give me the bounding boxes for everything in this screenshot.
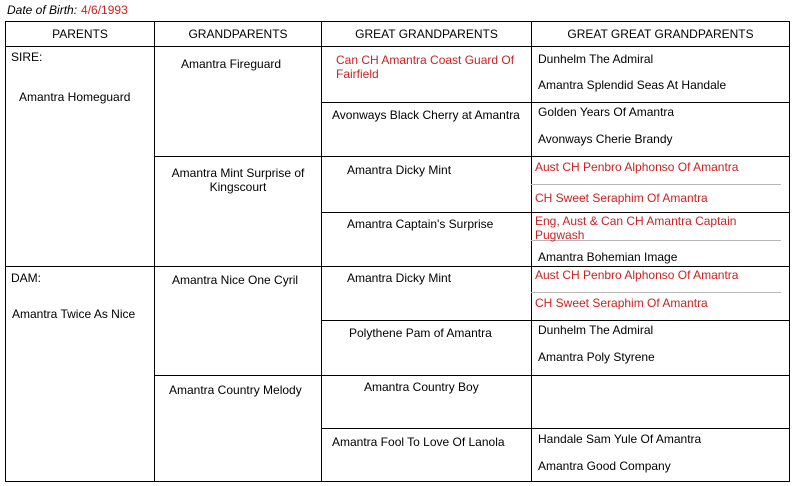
sire-label: SIRE: <box>11 50 43 64</box>
great-great-grandparent-11: Dunhelm The Admiral <box>538 323 654 337</box>
header-divider <box>6 46 789 47</box>
pedigree-table <box>5 21 790 482</box>
great-grandparent-4: Amantra Captain's Surprise <box>347 217 494 231</box>
great-great-grandparent-8: Amantra Bohemian Image <box>538 250 678 264</box>
great-great-grandparent-14: Amantra Good Company <box>538 459 671 473</box>
row-divider <box>321 320 789 321</box>
header-parents: PARENTS <box>52 27 108 41</box>
great-great-grandparent-13: Handale Sam Yule Of Amantra <box>538 432 702 446</box>
great-great-grandparent-10: CH Sweet Seraphim Of Amantra <box>535 296 708 310</box>
great-great-grandparent-9: Aust CH Penbro Alphonso Of Amantra <box>535 268 739 282</box>
row-divider <box>6 266 789 267</box>
great-grandparent-3: Amantra Dicky Mint <box>347 163 452 177</box>
great-grandparent-2: Avonways Black Cherry at Amantra <box>332 108 520 122</box>
date-of-birth <box>7 3 128 17</box>
grandparent-3: Amantra Nice One Cyril <box>172 273 299 287</box>
faint-divider <box>531 184 781 185</box>
great-great-grandparent-12: Amantra Poly Styrene <box>538 350 655 364</box>
great-grandparent-1: Can CH Amantra Coast Guard Of Fairfield <box>336 53 515 81</box>
grandparent-1: Amantra Fireguard <box>181 57 282 71</box>
header-grandparents: GRANDPARENTS <box>188 27 288 41</box>
row-divider <box>154 375 789 376</box>
great-great-grandparent-3: Golden Years Of Amantra <box>538 105 675 119</box>
row-divider <box>321 428 789 429</box>
column-divider <box>154 22 155 481</box>
row-divider <box>321 212 789 213</box>
sire-name: Amantra Homeguard <box>19 90 131 104</box>
great-great-grandparent-5: Aust CH Penbro Alphonso Of Amantra <box>535 160 739 174</box>
great-grandparent-6: Polythene Pam of Amantra <box>349 326 492 340</box>
faint-divider <box>531 292 781 293</box>
great-great-grandparent-2: Amantra Splendid Seas At Handale <box>538 78 727 92</box>
great-great-grandparent-1: Dunhelm The Admiral <box>538 52 654 66</box>
date-of-birth-label: Date of Birth: <box>7 3 78 17</box>
grandparent-2: Amantra Mint Surprise of Kingscourt <box>171 166 305 194</box>
great-grandparent-5: Amantra Dicky Mint <box>347 271 452 285</box>
date-of-birth-value: 4/6/1993 <box>81 3 128 17</box>
header-great-grandparents: GREAT GRANDPARENTS <box>355 27 498 41</box>
header-great-great-grandparents: GREAT GREAT GRANDPARENTS <box>567 27 754 41</box>
column-divider <box>531 22 532 481</box>
great-grandparent-7: Amantra Country Boy <box>364 380 479 394</box>
grandparent-4: Amantra Country Melody <box>169 383 302 397</box>
column-divider <box>321 22 322 481</box>
row-divider <box>321 102 789 103</box>
row-divider <box>154 156 789 157</box>
dam-label: DAM: <box>11 271 41 285</box>
dam-name: Amantra Twice As Nice <box>12 307 136 321</box>
great-great-grandparent-6: CH Sweet Seraphim Of Amantra <box>535 191 708 205</box>
great-great-grandparent-7: Eng, Aust & Can CH Amantra Captain Pugwash <box>535 214 737 242</box>
great-great-grandparent-4: Avonways Cherie Brandy <box>538 132 673 146</box>
great-grandparent-8: Amantra Fool To Love Of Lanola <box>332 435 505 449</box>
